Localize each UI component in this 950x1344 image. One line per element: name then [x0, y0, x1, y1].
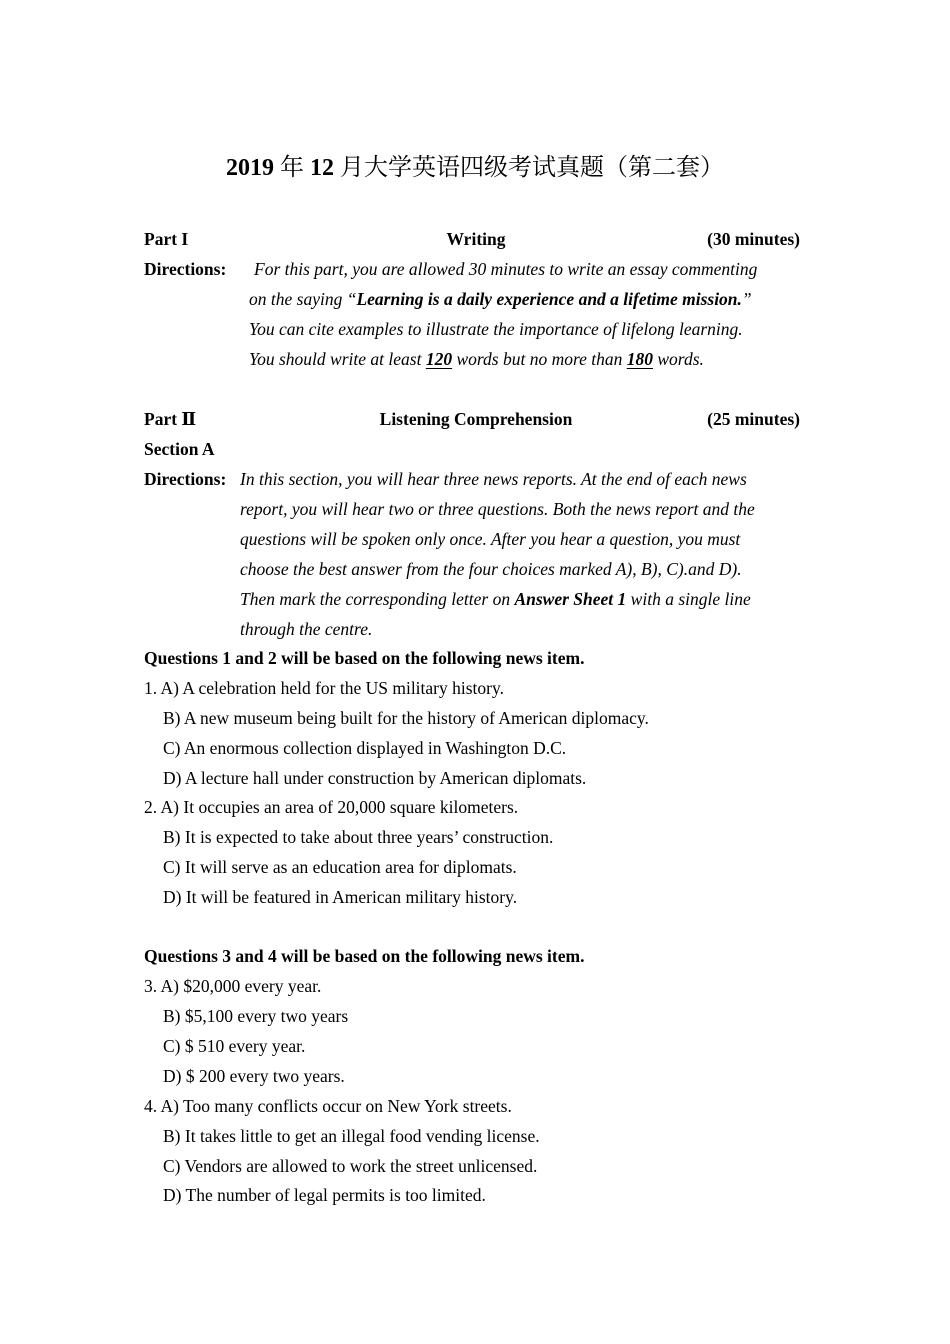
part1-time: (30 minutes) [707, 229, 800, 249]
question-4 [144, 1091, 808, 1121]
question-2-option-c [144, 852, 808, 882]
question-first-option: 4. A) Too many conflicts occur on New York streets. [144, 1096, 512, 1116]
group-heading: Questions 1 and 2 will be based on the following news item. [144, 648, 585, 668]
question-4-option-d [144, 1180, 808, 1210]
page-title [0, 147, 950, 182]
part1-header [144, 224, 808, 254]
part1-directions-row2 [144, 284, 808, 314]
option: D) A lecture hall under construction by American diplomats. [163, 768, 587, 788]
part2-label: Part Ⅱ [144, 409, 197, 429]
part2-name: Listening Comprehension [379, 409, 573, 429]
min-words: 120 [425, 349, 453, 369]
answer-sheet-label: Answer Sheet 1 [514, 589, 627, 609]
part1-directions-row1 [144, 254, 808, 284]
question-2-option-b [144, 822, 808, 852]
title-rest: 月大学英语四级考试真题（第二套） [334, 155, 724, 181]
line5-post: with a single line [626, 589, 751, 609]
part2-directions-line3: questions will be spoken only once. After you hear a question, you must [240, 529, 741, 549]
line2-pre: on the saying “ [249, 289, 357, 309]
question-4-option-b [144, 1121, 808, 1151]
part1-directions-line3: You can cite examples to illustrate the importance of lifelong learning. [249, 319, 743, 339]
option: B) It takes little to get an illegal food vending license. [163, 1126, 540, 1146]
part1-directions-line4 [249, 344, 704, 374]
part2-time: (25 minutes) [707, 409, 800, 429]
option: D) $ 200 every two years. [163, 1066, 345, 1086]
part2-directions-row1 [144, 464, 808, 494]
option: C) Vendors are allowed to work the street unlicensed. [163, 1156, 538, 1176]
part1-directions-label: Directions: [144, 259, 227, 279]
question-1-option-b [144, 703, 808, 733]
question-2 [144, 792, 808, 822]
question-2-option-d [144, 882, 808, 912]
option: B) $5,100 every two years [163, 1006, 349, 1026]
line4-mid: words but no more than [452, 349, 627, 369]
part1-directions-row3 [144, 314, 808, 344]
part2-directions-row5 [144, 584, 808, 614]
part2-directions-row2 [144, 494, 808, 524]
question-3-option-c [144, 1031, 808, 1061]
question-first-option: 1. A) A celebration held for the US military history. [144, 678, 504, 698]
part2-directions-label: Directions: [144, 469, 227, 489]
question-first-option: 2. A) It occupies an area of 20,000 square kilometers. [144, 797, 519, 817]
option: C) It will serve as an education area for diplomats. [163, 857, 517, 877]
line4-post: words. [653, 349, 704, 369]
question-first-option: 3. A) $20,000 every year. [144, 976, 322, 996]
part2-header [144, 404, 808, 434]
max-words: 180 [626, 349, 653, 369]
question-3 [144, 971, 808, 1001]
option: B) It is expected to take about three years’ construction. [163, 827, 554, 847]
part2-directions-line5 [240, 584, 751, 614]
option: D) It will be featured in American military history. [163, 887, 518, 907]
option: C) An enormous collection displayed in Washington D.C. [163, 738, 567, 758]
title-year-char: 年 [274, 155, 310, 181]
part2-directions-row3 [144, 524, 808, 554]
part2-directions-row4 [144, 554, 808, 584]
question-4-option-c [144, 1151, 808, 1181]
option: C) $ 510 every year. [163, 1036, 306, 1056]
part1-name: Writing [446, 229, 506, 249]
part2-directions-line2: report, you will hear two or three questions. Both the news report and the [240, 499, 755, 519]
part2-directions-line6: through the centre. [240, 619, 373, 639]
option: B) A new museum being built for the history of American diplomacy. [163, 708, 649, 728]
part2-directions-line4: choose the best answer from the four choices marked A), B), C).and D). [240, 559, 742, 579]
part2-directions-line1: In this section, you will hear three news reports. At the end of each news [240, 469, 747, 489]
title-month: 12 [310, 155, 334, 181]
section-a-heading: Section A [144, 439, 215, 459]
part1-label: Part I [144, 229, 189, 249]
title-year: 2019 [226, 155, 274, 181]
line2-post: ” [741, 289, 752, 309]
part1-directions-row4 [144, 344, 808, 374]
line4-pre: You should write at least [249, 349, 426, 369]
question-1 [144, 673, 808, 703]
line5-pre: Then mark the corresponding letter on [240, 589, 515, 609]
part2-directions-row6 [144, 614, 808, 644]
part1-directions-line2 [249, 284, 752, 314]
question-1-option-c [144, 733, 808, 763]
group-heading: Questions 3 and 4 will be based on the following news item. [144, 946, 585, 966]
option: D) The number of legal permits is too limited. [163, 1185, 486, 1205]
question-3-option-d [144, 1061, 808, 1091]
question-3-option-b [144, 1001, 808, 1031]
essay-quote: Learning is a daily experience and a lifetime mission. [356, 289, 742, 309]
part1-directions-line1: For this part, you are allowed 30 minutes to write an essay commenting [254, 259, 758, 279]
question-1-option-d [144, 763, 808, 793]
